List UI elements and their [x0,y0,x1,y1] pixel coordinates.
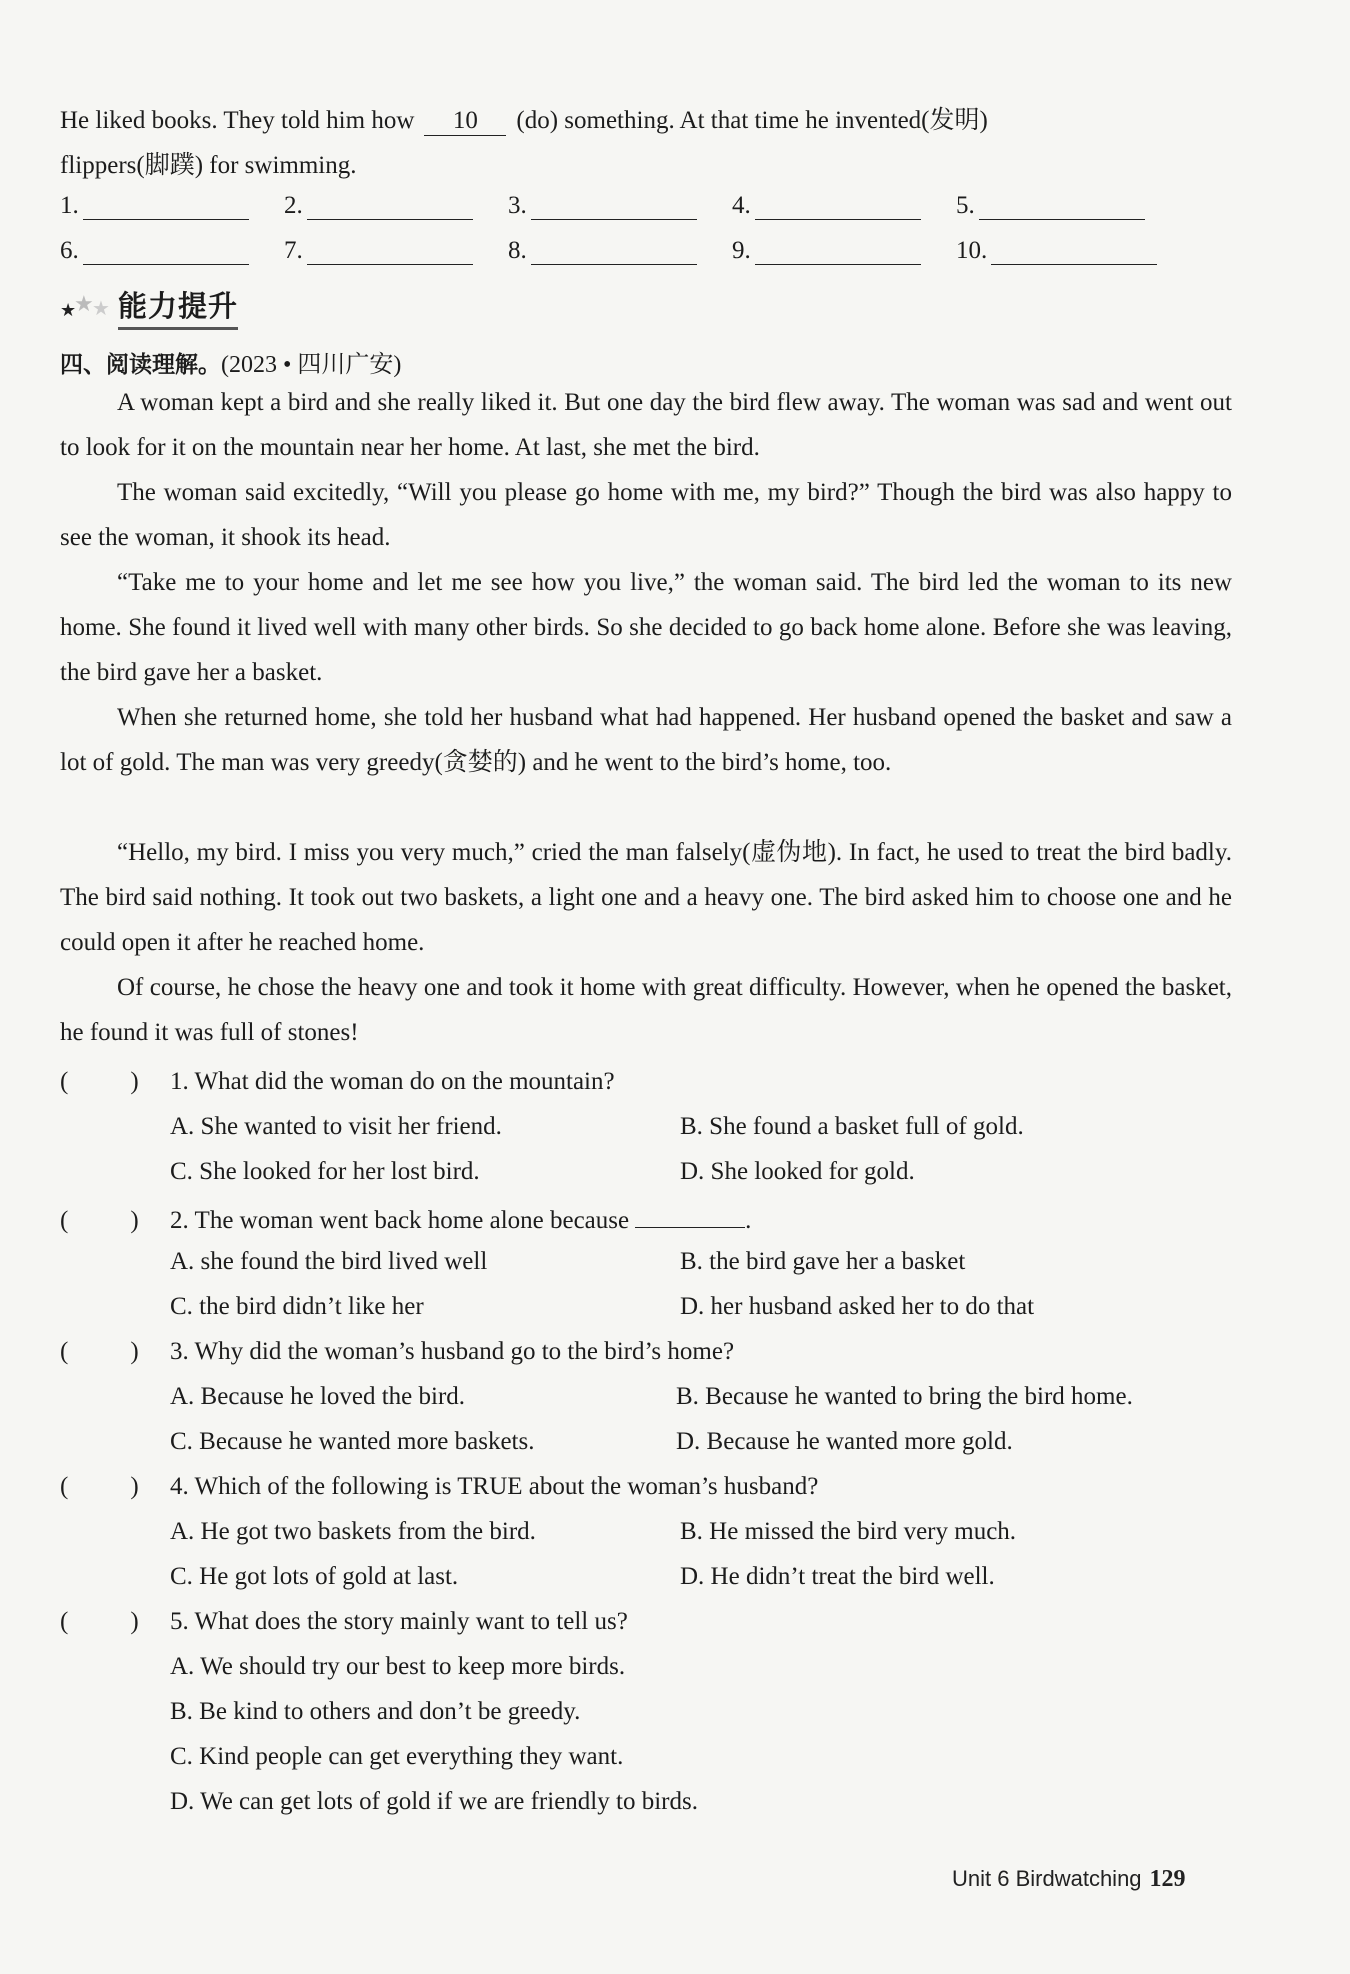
passage-paragraph: When she returned home, she told her husband what had happened. Her husband opened the basket and saw a lot of gold. The man was very greedy(贪婪的) and he went to the bird’s home, too. [60,704,1232,776]
option-a[interactable]: A. Because he loved the bird. [170,1383,466,1410]
passage-paragraph: “Hello, my bird. I miss you very much,” cried the man falsely(虚伪地). In fact, he used to treat the bird badly. The bird said nothing. It took out two baskets, a light one and a heavy one. The bird asked him to choose one and he could open it after he reached home. [60,839,1232,956]
option-b[interactable]: B. She found a basket full of gold. [680,1113,1024,1140]
option-d[interactable]: D. We can get lots of gold if we are friendly to birds. [170,1788,698,1815]
answer-paren[interactable]: ( ) [60,1068,139,1095]
answer-blank[interactable]: 9. [732,237,956,265]
question-stem: 5. What does the story mainly want to tell us? [170,1608,628,1635]
passage-paragraph: “Take me to your home and let me see how you live,” the woman said. The bird led the woman to its new home. She found it lived well with many other birds. So she decided to go back home alone. Before she was leaving, the bird gave her a basket. [60,569,1232,686]
option-d[interactable]: D. She looked for gold. [680,1158,915,1185]
unit-label: Unit 6 Birdwatching [952,1866,1142,1891]
answer-paren[interactable]: ( ) [60,1608,139,1635]
task-label: 四、阅读理解。 [60,352,221,378]
answer-blank[interactable]: 10. [956,237,1180,265]
option-d[interactable]: D. He didn’t treat the bird well. [680,1563,995,1590]
star-rating-icon: ★ ★ ★ [60,292,110,321]
option-a[interactable]: A. We should try our best to keep more birds. [170,1653,626,1680]
question-3 [60,1338,734,1366]
option-c[interactable]: C. the bird didn’t like her [170,1293,424,1320]
answer-blanks-row-2 [60,237,1180,265]
option-c[interactable]: C. Kind people can get everything they want. [170,1743,624,1770]
option-b[interactable]: B. Because he wanted to bring the bird home. [676,1383,1133,1410]
option-d[interactable]: D. Because he wanted more gold. [676,1428,1013,1455]
answer-blank[interactable]: 6. [60,237,284,265]
answer-paren[interactable]: ( ) [60,1338,139,1365]
answer-paren[interactable]: ( ) [60,1473,139,1500]
option-b[interactable]: B. the bird gave her a basket [680,1248,966,1275]
answer-blank[interactable]: 7. [284,237,508,265]
answer-blank[interactable]: 5. [956,192,1180,220]
question-stem: 2. The woman went back home alone because [170,1207,630,1234]
option-a[interactable]: A. She wanted to visit her friend. [170,1113,502,1140]
question-4 [60,1473,818,1501]
intro-blank-10[interactable]: 10 [424,107,506,136]
answer-blank[interactable]: 8. [508,237,732,265]
passage-paragraph: The woman said excitedly, “Will you please go home with me, my bird?” Though the bird was also happy to see the woman, it shook its head. [60,479,1232,551]
option-b[interactable]: B. He missed the bird very much. [680,1518,1017,1545]
question-2: ( ) 2. The woman went back home alone because . [60,1203,751,1235]
section-header [60,284,238,330]
answer-blank[interactable]: 3. [508,192,732,220]
page-footer [952,1866,1186,1893]
question-stem: 3. Why did the woman’s husband go to the bird’s home? [170,1338,735,1365]
task-heading [60,344,401,379]
question-5 [60,1608,628,1636]
answer-blank[interactable]: 4. [732,192,956,220]
page-number: 129 [1149,1866,1186,1892]
option-c[interactable]: C. She looked for her lost bird. [170,1158,480,1185]
option-d[interactable]: D. her husband asked her to do that [680,1293,1035,1320]
passage-paragraph: Of course, he chose the heavy one and took it home with great difficulty. However, when he opened the basket, he found it was full of stones! [60,974,1232,1046]
option-c[interactable]: C. He got lots of gold at last. [170,1563,459,1590]
intro-text-pre: He liked books. They told him how [60,107,415,134]
option-b[interactable]: B. Be kind to others and don’t be greedy. [170,1698,581,1725]
answer-blank[interactable]: 2. [284,192,508,220]
task-source: (2023 • 四川广安) [221,352,402,378]
stem-blank[interactable] [635,1203,745,1228]
intro-line-1 [60,100,988,136]
section-title: 能力提升 [118,284,238,330]
option-a[interactable]: A. she found the bird lived well [170,1248,488,1275]
intro-text-post: (do) something. At that time he invented(发明) [516,107,988,134]
option-c[interactable]: C. Because he wanted more baskets. [170,1428,535,1455]
option-a[interactable]: A. He got two baskets from the bird. [170,1518,536,1545]
answer-blank[interactable]: 1. [60,192,284,220]
question-1 [60,1068,615,1096]
question-stem: 1. What did the woman do on the mountain? [170,1068,615,1095]
question-stem: 4. Which of the following is TRUE about the woman’s husband? [170,1473,819,1500]
intro-line-2: flippers(脚蹼) for swimming. [60,152,357,179]
passage-paragraph: A woman kept a bird and she really liked it. But one day the bird flew away. The woman was sad and went out to look for it on the mountain near her home. At last, she met the bird. [60,389,1232,461]
answer-paren[interactable]: ( ) [60,1207,139,1234]
answer-blanks-row-1 [60,192,1180,220]
